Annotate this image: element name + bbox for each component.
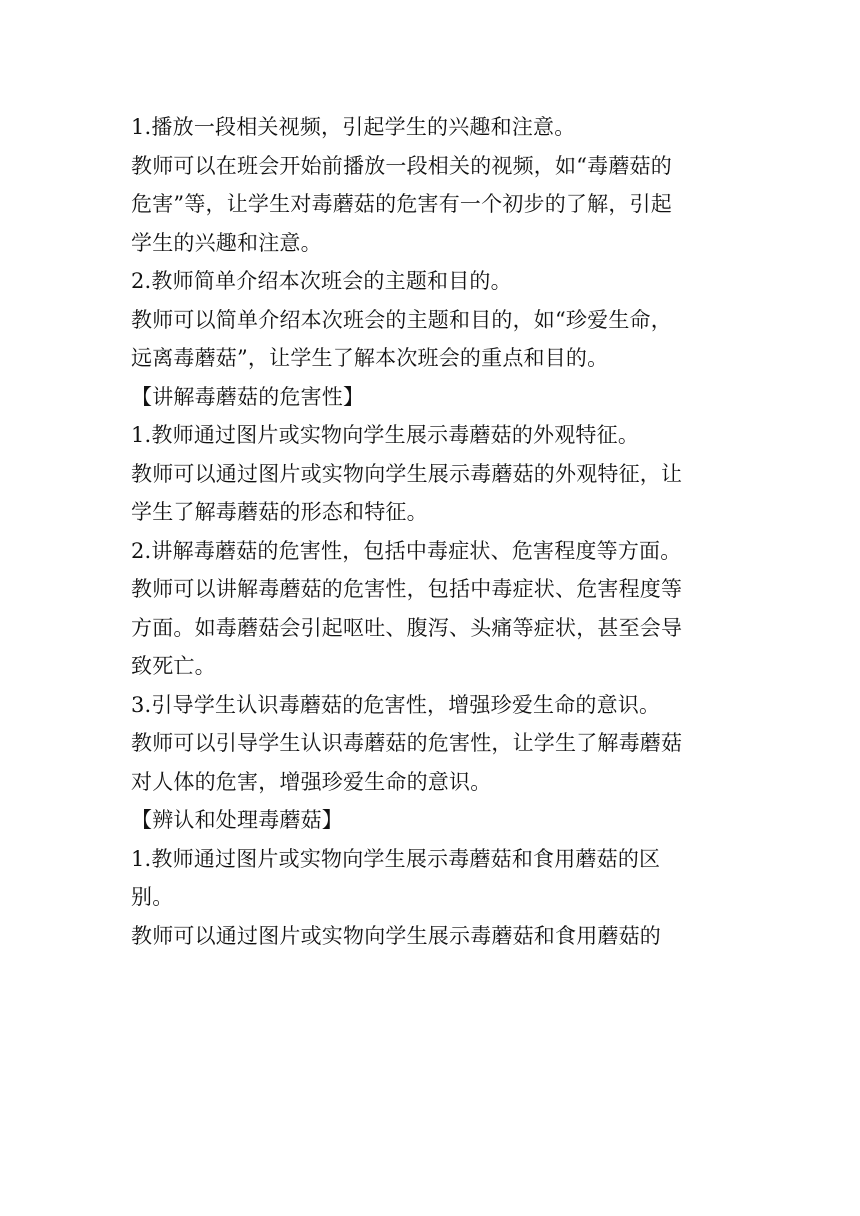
list-item-show-features: 1.教师通过图片或实物向学生展示毒蘑菇的外观特征。 (131, 423, 640, 447)
paragraph-line: 教师可以通过图片或实物向学生展示毒蘑菇的外观特征，让 (131, 461, 683, 486)
paragraph-line: 别。 (131, 885, 174, 909)
section-heading-hazards: 【讲解毒蘑菇的危害性】 (131, 384, 365, 409)
paragraph-line: 方面。如毒蘑菇会引起呕吐、腹泻、头痛等症状，甚至会导 (131, 615, 683, 640)
list-item-guide-awareness: 3.引导学生认识毒蘑菇的危害性，增强珍爱生命的意识。 (131, 692, 661, 717)
paragraph-line: 对人体的危害，增强珍爱生命的意识。 (131, 769, 492, 794)
document-body (131, 108, 731, 955)
paragraph-line: 致死亡。 (131, 654, 216, 678)
list-item-introduce-theme: 2.教师简单介绍本次班会的主题和目的。 (131, 269, 512, 293)
paragraph-line: 教师可以引导学生认识毒蘑菇的危害性，让学生了解毒蘑菇 (131, 731, 683, 755)
list-item-show-differences: 1.教师通过图片或实物向学生展示毒蘑菇和食用蘑菇的区 (131, 846, 661, 871)
paragraph-line: 学生的兴趣和注意。 (131, 230, 322, 255)
paragraph-line: 教师可以简单介绍本次班会的主题和目的，如“珍爱生命， (131, 307, 672, 332)
paragraph-line: 危害”等，让学生对毒蘑菇的危害有一个初步的了解，引起 (131, 192, 672, 216)
paragraph-line: 教师可以讲解毒蘑菇的危害性，包括中毒症状、危害程度等 (131, 577, 683, 601)
list-item-play-video: 1.播放一段相关视频，引起学生的兴趣和注意。 (131, 115, 576, 139)
paragraph-line: 学生了解毒蘑菇的形态和特征。 (131, 500, 428, 524)
list-item-explain-hazards: 2.讲解毒蘑菇的危害性，包括中毒症状、危害程度等方面。 (131, 538, 682, 563)
paragraph-line: 教师可以在班会开始前播放一段相关的视频，如“毒蘑菇的 (131, 153, 672, 178)
paragraph-line: 教师可以通过图片或实物向学生展示毒蘑菇和食用蘑菇的 (131, 923, 661, 948)
paragraph-line: 远离毒蘑菇”，让学生了解本次班会的重点和目的。 (131, 346, 609, 370)
section-heading-identify: 【辨认和处理毒蘑菇】 (131, 808, 343, 832)
